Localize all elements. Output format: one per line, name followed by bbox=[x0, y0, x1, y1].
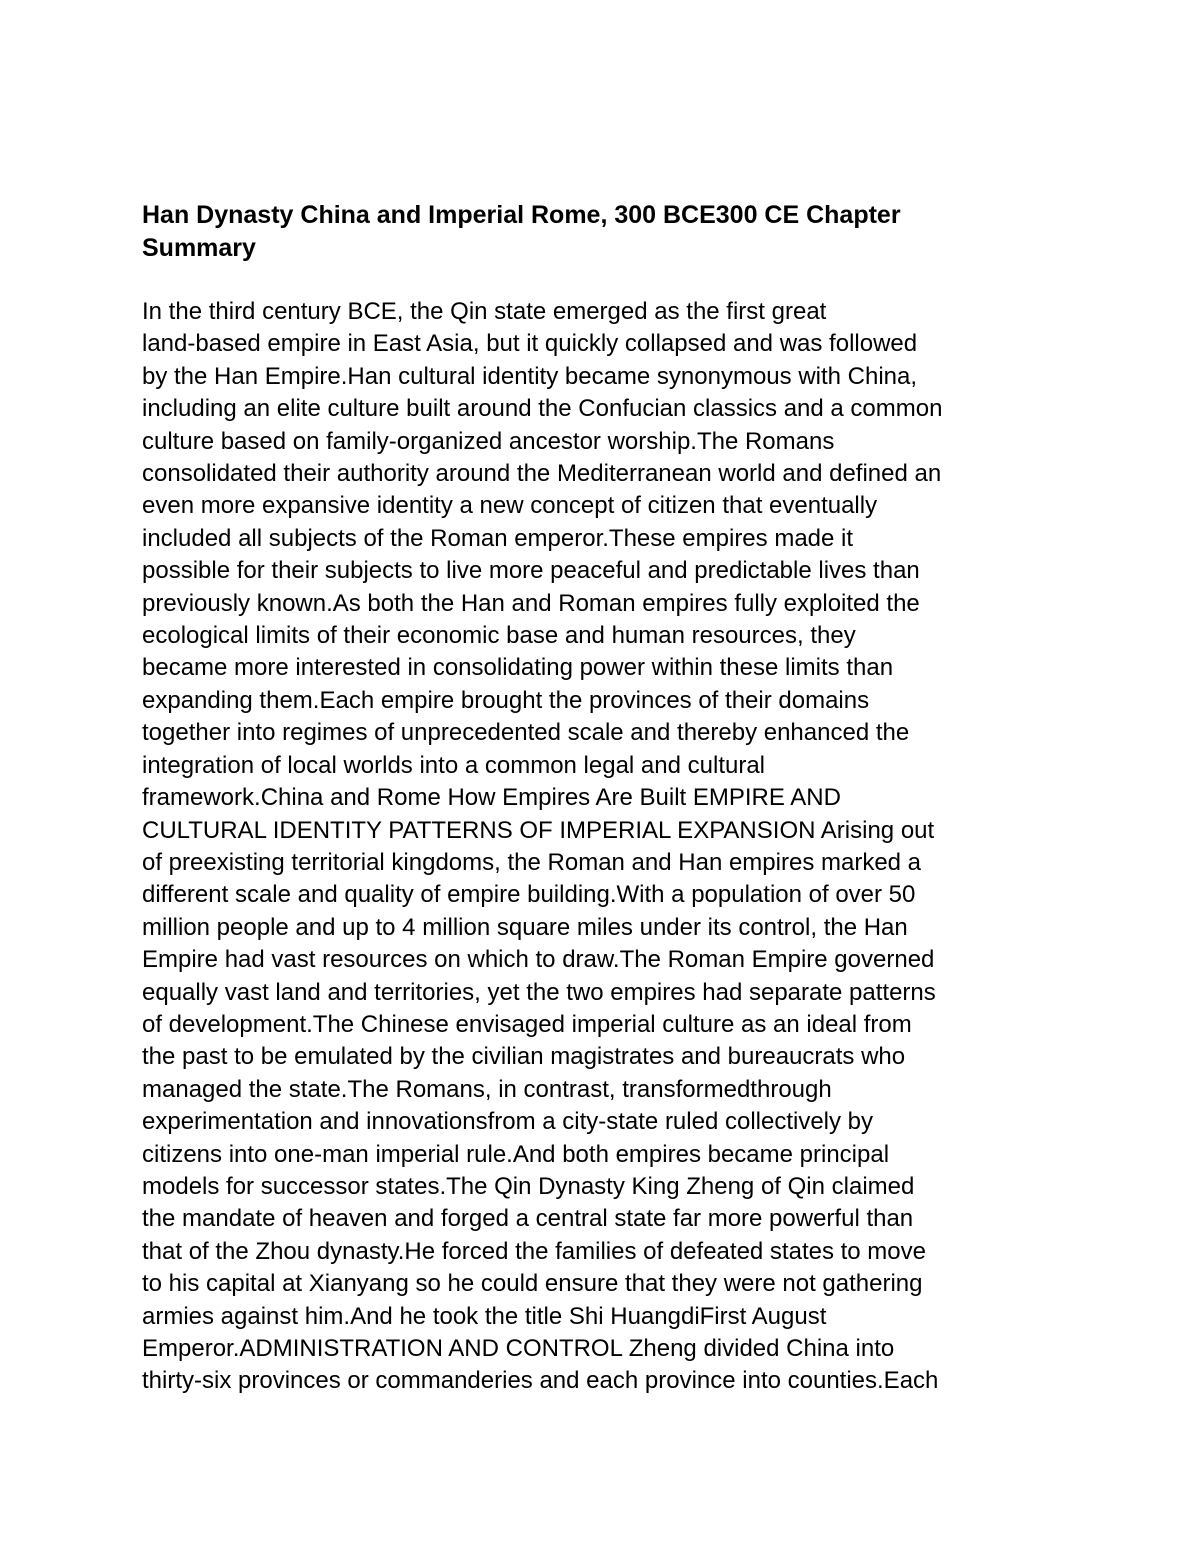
body-line: managed the state.The Romans, in contrast, transformedthrough bbox=[142, 1075, 832, 1103]
body-line: citizens into one-man imperial rule.And both empires became principal bbox=[142, 1140, 890, 1168]
body-line: different scale and quality of empire building.With a population of over 50 bbox=[142, 881, 916, 909]
body-line: to his capital at Xianyang so he could ensure that they were not gathering bbox=[142, 1270, 923, 1298]
body-line: expanding them.Each empire brought the provinces of their domains bbox=[142, 686, 870, 714]
body-line: including an elite culture built around the Confucian classics and a common bbox=[142, 395, 943, 423]
body-line: thirty-six provinces or commanderies and each province into counties.Each bbox=[142, 1367, 939, 1395]
body-line: In the third century BCE, the Qin state emerged as the first great bbox=[142, 298, 827, 325]
title-line: Han Dynasty China and Imperial Rome, 300 BCE300 CE Chapter bbox=[142, 201, 901, 229]
body-line: possible for their subjects to live more peaceful and predictable lives than bbox=[142, 557, 920, 585]
body-line: of development.The Chinese envisaged imperial culture as an ideal from bbox=[142, 1010, 912, 1038]
body-line: the mandate of heaven and forged a central state far more powerful than bbox=[142, 1205, 914, 1233]
document-title bbox=[142, 199, 1062, 265]
body-line: armies against him.And he took the title Shi HuangdiFirst August bbox=[142, 1302, 827, 1330]
body-line: Empire had vast resources on which to draw.The Roman Empire governed bbox=[142, 946, 935, 974]
title-line: Summary bbox=[142, 234, 256, 262]
body-line: became more interested in consolidating power within these limits than bbox=[142, 654, 894, 682]
body-line: even more expansive identity a new concept of citizen that eventually bbox=[142, 492, 878, 520]
body-line: the past to be emulated by the civilian magistrates and bureaucrats who bbox=[142, 1043, 906, 1071]
body-line: together into regimes of unprecedented scale and thereby enhanced the bbox=[142, 719, 910, 747]
body-line: Emperor.ADMINISTRATION AND CONTROL Zheng divided China into bbox=[142, 1335, 895, 1362]
body-line: included all subjects of the Roman emperor.These empires made it bbox=[142, 524, 854, 552]
body-line: million people and up to 4 million square miles under its control, the Han bbox=[142, 913, 908, 941]
body-line: that of the Zhou dynasty.He forced the families of defeated states to move bbox=[142, 1237, 926, 1265]
body-line: consolidated their authority around the Mediterranean world and defined an bbox=[142, 460, 942, 488]
body-line: previously known.As both the Han and Roman empires fully exploited the bbox=[142, 589, 920, 617]
body-line: ecological limits of their economic base and human resources, they bbox=[142, 622, 856, 650]
document-body bbox=[142, 296, 1072, 1398]
body-line: experimentation and innovationsfrom a city-state ruled collectively by bbox=[142, 1108, 874, 1136]
body-line: equally vast land and territories, yet the two empires had separate patterns bbox=[142, 978, 936, 1006]
body-line: of preexisting territorial kingdoms, the Roman and Han empires marked a bbox=[142, 848, 922, 876]
body-line: culture based on family-organized ancestor worship.The Romans bbox=[142, 427, 835, 455]
body-line: framework.China and Rome How Empires Are Built EMPIRE AND bbox=[142, 784, 841, 812]
body-line: CULTURAL IDENTITY PATTERNS OF IMPERIAL EXPANSION Arising out bbox=[142, 816, 935, 844]
body-line: land-based empire in East Asia, but it quickly collapsed and was followed bbox=[142, 330, 918, 358]
body-line: models for successor states.The Qin Dynasty King Zheng of Qin claimed bbox=[142, 1172, 915, 1200]
body-line: by the Han Empire.Han cultural identity became synonymous with China, bbox=[142, 362, 918, 390]
body-line: integration of local worlds into a common legal and cultural bbox=[142, 751, 766, 779]
